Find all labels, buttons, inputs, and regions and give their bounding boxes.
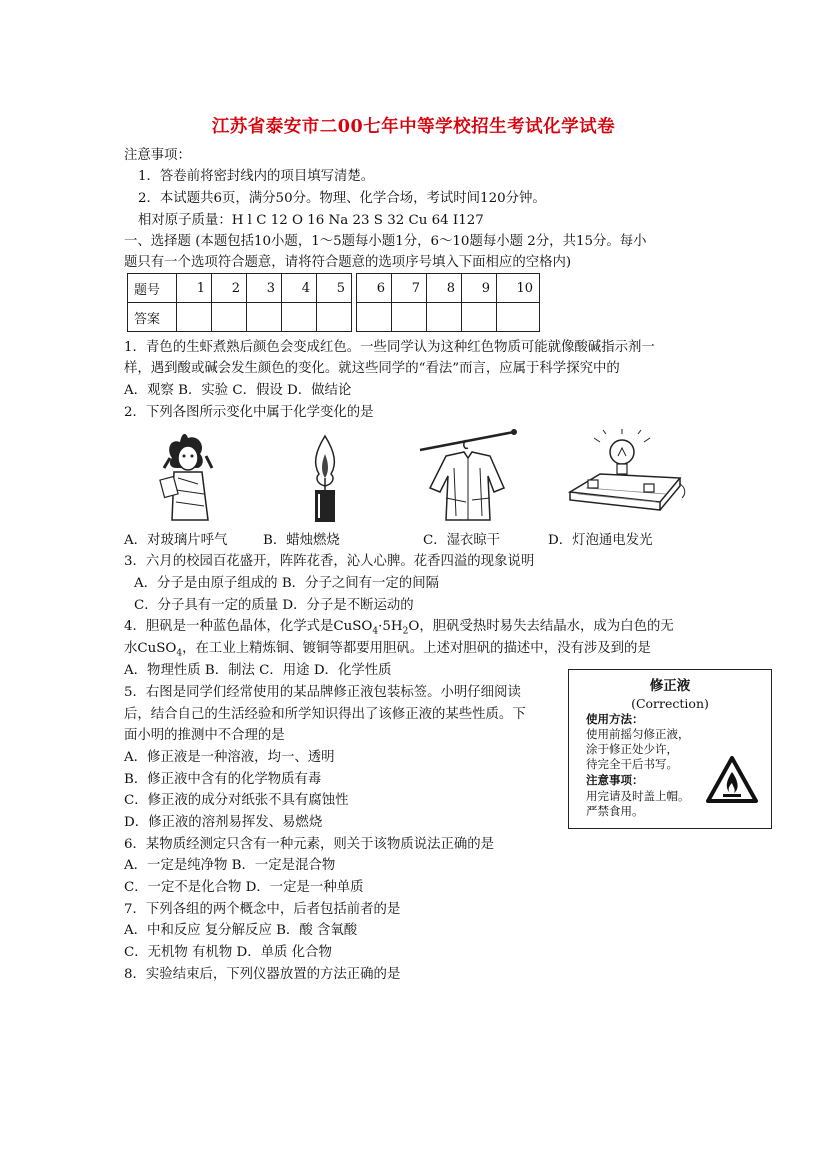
note-item-1: 1．答卷前将密封线内的项目填写清楚。	[138, 169, 375, 184]
q4-formula: $CuSO_4\cdot 5H_2O$	[333, 619, 420, 637]
answer-cell[interactable]	[392, 303, 427, 332]
label-english-name: (Correction)	[631, 696, 709, 711]
wet-clothes-drying-illustration	[418, 428, 518, 524]
burning-candle-illustration	[305, 428, 345, 526]
usage-line: 使用前摇匀修正液，	[586, 727, 690, 741]
usage-heading: 使用方法：	[586, 712, 644, 726]
q2-option-d: D．灯泡通电发光	[548, 533, 653, 548]
q5-line-2: 后，结合自己的生活经验和所学知识得出了该修正液的某些性质。下	[124, 707, 526, 722]
q4-formula-2: CuSO	[137, 641, 177, 656]
number-cell: 1	[177, 274, 212, 303]
number-cell: 3	[247, 274, 282, 303]
q5-option-a: A．修正液是一种溶液，均一、透明	[124, 750, 335, 765]
answer-table	[127, 273, 540, 332]
q4-line-1	[124, 617, 674, 642]
section1-intro-1: 一、选择题 (本题包括10小题，1～5题每小题1分，6～10题每小题 2分，共15分。每小	[124, 234, 647, 249]
answer-cell[interactable]	[177, 303, 212, 332]
girl-breathing-on-glass-illustration	[158, 428, 220, 523]
number-cell: 5	[317, 274, 352, 303]
q2-stem: 2．下列各图所示变化中属于化学变化的是	[124, 405, 374, 420]
notes-line: 用完请及时盖上帽。	[586, 789, 690, 803]
usage-line: 涂于修正处少许，	[586, 742, 678, 756]
note-item-2: 2．本试题共6页，满分50分。物理、化学合场，考试时间120分钟。	[138, 191, 546, 206]
answer-cell[interactable]	[247, 303, 282, 332]
answer-cell[interactable]	[282, 303, 317, 332]
q4-text-1b: ，胆矾受热时易失去结晶水，成为白色的无	[419, 619, 674, 634]
notes-heading: 注意事项：	[124, 148, 191, 163]
usage-line: 待完全干后书写。	[586, 757, 678, 771]
q3-stem: 3．六月的校园百花盛开，阵阵花香，沁人心脾。花香四溢的现象说明	[124, 554, 535, 569]
answer-table-answer-row	[128, 303, 540, 332]
number-cell: 6	[357, 274, 392, 303]
q5-option-d: D．修正液的溶剂易挥发、易燃烧	[124, 815, 323, 830]
q1-line-1: 1．青色的生虾煮熟后颜色会变成红色。一些同学认为这种红色物质可能就像酸碱指示剂一	[124, 340, 655, 355]
q1-line-2: 样，遇到酸或碱会发生颜色的变化。就这些同学的“看法”而言，应属于科学探究中的	[124, 361, 620, 376]
q7-stem: 7．下列各组的两个概念中，后者包括前者的是	[124, 902, 401, 917]
q3-options-ab: A．分子是由原子组成的 B．分子之间有一定的间隔	[134, 576, 439, 591]
q5-line-1: 5．右图是同学们经常使用的某品牌修正液包装标签。小明仔细阅读	[124, 685, 521, 700]
q2-option-a: A．对玻璃片呼气	[124, 533, 228, 548]
q6-stem: 6．某物质经测定只含有一种元素，则关于该物质说法正确的是	[124, 837, 495, 852]
number-cell: 8	[427, 274, 462, 303]
q5-line-3: 面小明的推测中不合理的是	[124, 728, 285, 743]
answer-cell[interactable]	[462, 303, 497, 332]
answer-cell[interactable]	[497, 303, 540, 332]
q7-options-ab: A．中和反应 复分解反应 B．酸 含氧酸	[124, 923, 358, 938]
answer-row-label: 答案	[128, 303, 177, 332]
light-bulb-circuit-illustration	[560, 428, 690, 524]
q4-text-2b: ，在工业上精炼铜、镀铜等都要用胆矾。上述对胆矾的描述中，没有涉及到的是	[182, 641, 651, 656]
correction-fluid-label	[568, 669, 772, 829]
notes-line: 严禁食用。	[586, 804, 644, 818]
q8-stem: 8．实验结束后，下列仪器放置的方法正确的是	[124, 967, 401, 982]
notes-heading-label: 注意事项：	[586, 773, 644, 787]
number-cell: 9	[462, 274, 497, 303]
q5-option-b: B．修正液中含有的化学物质有毒	[124, 772, 322, 787]
q6-options-cd: C．一定不是化合物 D．一定是一种单质	[124, 880, 364, 895]
exam-title: 江苏省泰安市二00七年中等学校招生考试化学试卷	[211, 117, 616, 137]
answer-table-number-row	[128, 274, 540, 303]
q4-options: A．物理性质 B．制法 C．用途 D．化学性质	[124, 663, 392, 678]
section1-intro-2: 题只有一个选项符合题意，请将符合题意的选项序号填入下面相应的空格内)	[124, 255, 572, 270]
q7-options-cd: C．无机物 有机物 D．单质 化合物	[124, 945, 332, 960]
number-cell: 7	[392, 274, 427, 303]
atomic-masses: 相对原子质量：H l C 12 O 16 Na 23 S 32 Cu 64 I127	[138, 213, 484, 228]
q4-text-1a: 4．胆矾是一种蓝色晶体，化学式是	[124, 619, 334, 634]
q6-options-ab: A．一定是纯净物 B．一定是混合物	[124, 858, 336, 873]
q2-option-b: B．蜡烛燃烧	[263, 533, 340, 548]
number-cell: 2	[212, 274, 247, 303]
number-cell: 4	[282, 274, 317, 303]
answer-cell[interactable]	[212, 303, 247, 332]
q1-options: A．观察 B．实验 C．假设 D．做结论	[124, 383, 352, 398]
q4-line-2: 水CuSO$_4$，在工业上精炼铜、镀铜等都要用胆矾。上述对胆矾的描述中，没有涉及到的是	[124, 641, 651, 659]
answer-cell[interactable]	[317, 303, 352, 332]
answer-cell[interactable]	[357, 303, 392, 332]
number-row-label: 题号	[128, 274, 177, 303]
answer-cell[interactable]	[427, 303, 462, 332]
q3-options-cd: C．分子具有一定的质量 D．分子是不断运动的	[134, 598, 414, 613]
number-cell: 10	[497, 274, 540, 303]
q5-option-c: C．修正液的成分对纸张不具有腐蚀性	[124, 793, 349, 808]
flammable-warning-icon	[705, 754, 759, 806]
label-title: 修正液	[649, 678, 691, 694]
q2-option-c: C．湿衣晾干	[423, 533, 501, 548]
